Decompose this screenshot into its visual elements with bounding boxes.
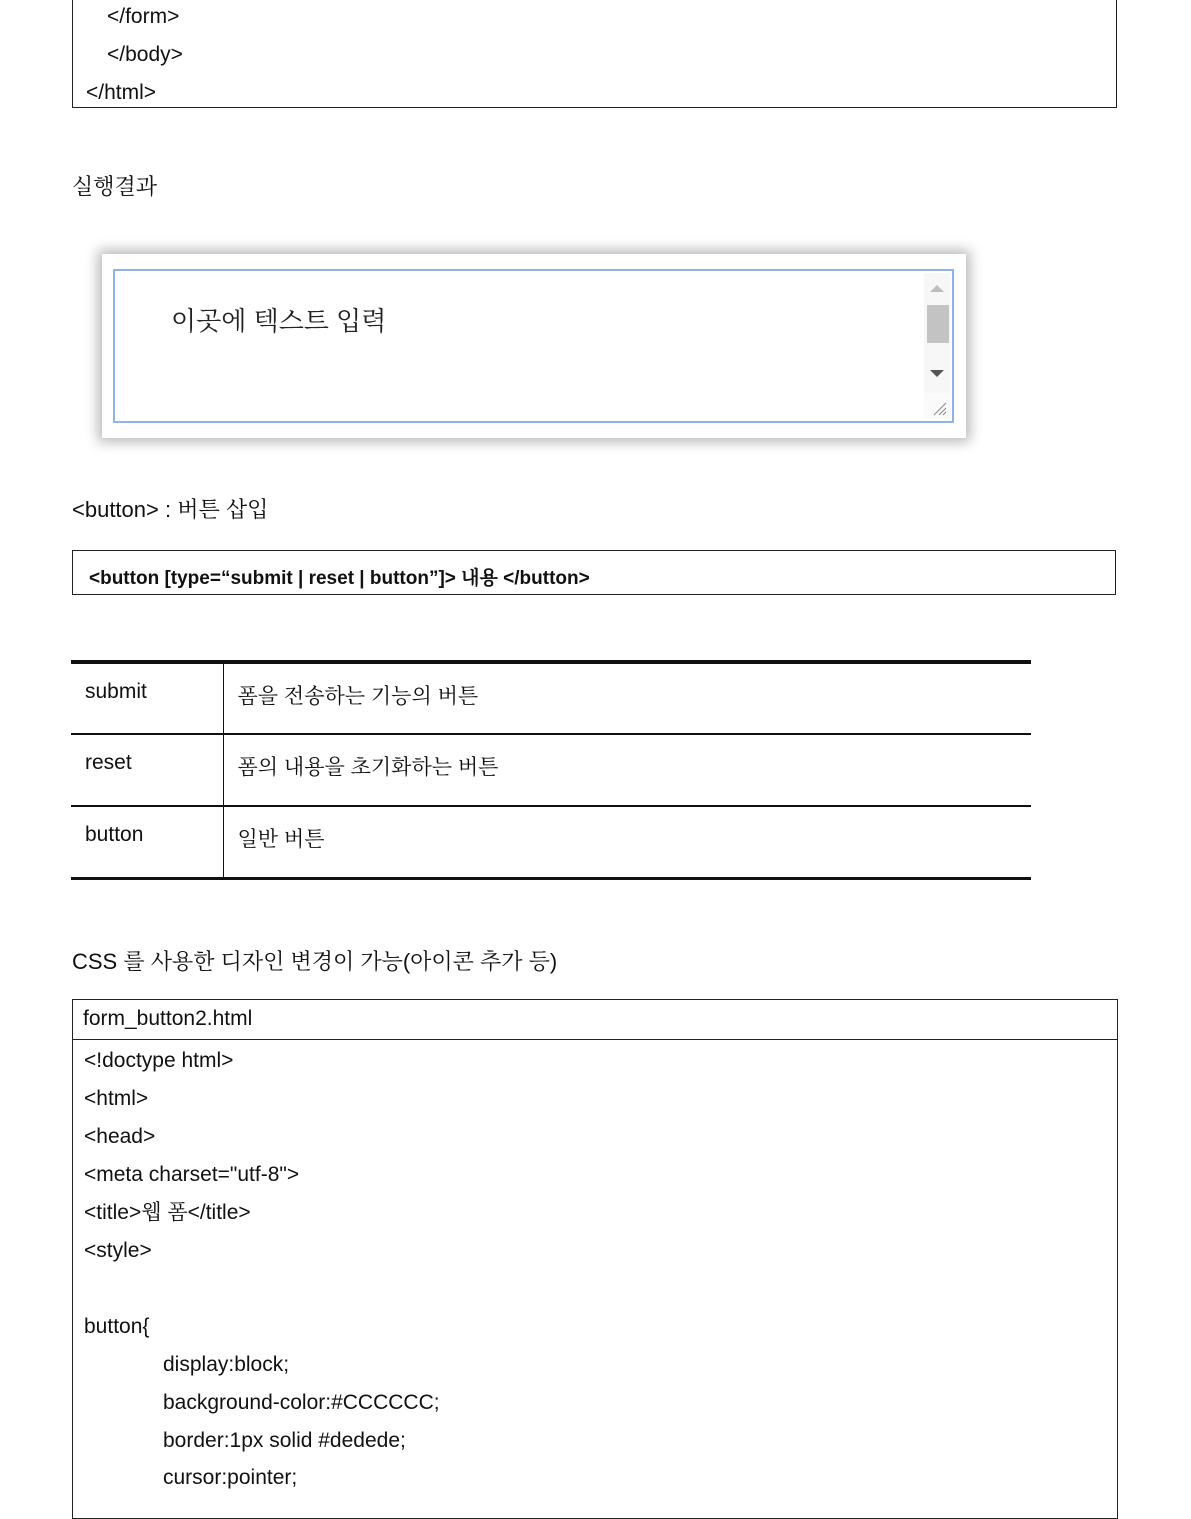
- table-row: [71, 662, 1031, 734]
- table-cell-key: submit: [71, 662, 223, 734]
- code-line: background-color:#CCCCCC;: [163, 1391, 440, 1414]
- button-type-table: [71, 660, 1031, 880]
- resize-grip-icon[interactable]: [924, 393, 950, 419]
- code-line: <meta charset="utf-8">: [84, 1163, 300, 1186]
- css-heading: CSS 를 사용한 디자인 변경이 가능(아이콘 추가 등): [72, 949, 558, 974]
- scroll-up-icon[interactable]: [930, 285, 944, 292]
- table-cell-desc: 폼의 내용을 초기화하는 버튼: [237, 756, 499, 779]
- demo-textarea[interactable]: [113, 269, 954, 423]
- code-block-top: [72, 0, 1117, 108]
- table-cell-key: button: [71, 806, 223, 878]
- code-line: <head>: [84, 1125, 156, 1148]
- vertical-scrollbar[interactable]: [924, 273, 950, 395]
- code-line: button{: [84, 1315, 150, 1338]
- result-heading: 실행결과: [72, 174, 158, 199]
- code-line: cursor:pointer;: [163, 1466, 298, 1489]
- code-line: border:1px solid #dedede;: [163, 1429, 406, 1452]
- scroll-thumb[interactable]: [927, 305, 949, 343]
- code-line: </html>: [86, 81, 157, 104]
- table-cell-desc: 일반 버튼: [237, 828, 325, 851]
- code-line: <title>웹 폼</title>: [84, 1201, 251, 1224]
- syntax-text: <button [type=“submit | reset | button”]> 내용 </button>: [89, 568, 590, 589]
- code-line: <html>: [84, 1087, 149, 1110]
- table-row: [71, 734, 1031, 806]
- code-line: <style>: [84, 1239, 152, 1262]
- file-title-bar: [73, 1000, 1117, 1040]
- table-row: [71, 806, 1031, 878]
- table-cell-key: reset: [71, 734, 223, 806]
- code-line: </body>: [107, 43, 183, 66]
- code-line: </form>: [107, 5, 180, 28]
- scroll-down-icon[interactable]: [930, 370, 944, 377]
- button-section-heading: <button> : 버튼 삽입: [72, 497, 269, 522]
- code-line: display:block;: [163, 1353, 290, 1376]
- code-line: <!doctype html>: [84, 1049, 234, 1072]
- textarea-text: 이곳에 텍스트 입력: [171, 306, 387, 336]
- table-cell-desc: 폼을 전송하는 기능의 버튼: [237, 685, 479, 708]
- file-name: form_button2.html: [83, 1007, 253, 1030]
- syntax-box: [72, 550, 1116, 595]
